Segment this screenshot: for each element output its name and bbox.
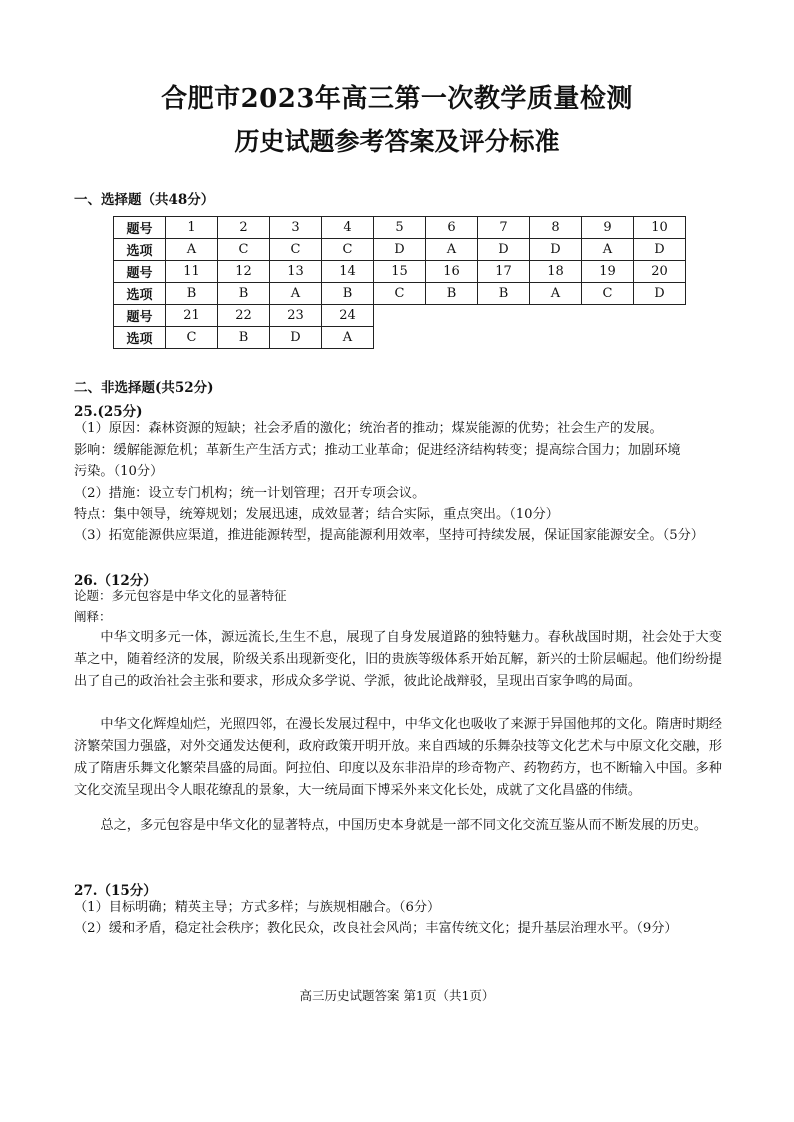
q25-line-3: 污染。（10分） bbox=[74, 464, 164, 479]
answer-table-row bbox=[114, 217, 686, 239]
answer-table-empty-cell bbox=[582, 305, 634, 327]
q26-explain-label: 阐释： bbox=[74, 609, 112, 624]
answer-table-cell: D bbox=[634, 239, 686, 261]
answer-table-cell: B bbox=[218, 327, 270, 349]
section-choice-heading: 一、选择题（共48分） bbox=[74, 192, 215, 208]
answer-table-cell: B bbox=[426, 283, 478, 305]
q26-paragraph-2: 中华文化辉煌灿烂，光照四邻，在漫长发展过程中，中华文化也吸收了来源于异国他邦的文化。隋唐时期经济繁荣国力强盛，对外交通发达便利，政府政策开明开放。来自西域的乐舞杂技等文化艺术与中原文化交融，形成了隋唐乐舞文化繁荣昌盛的局面。阿拉伯、印度以及东非沿岸的珍奇物产、药物药方，也不断输入中国。多种文化交流呈现出令人眼花缭乱的景象，大一统局面下博采外来文化长处，成就了文化昌盛的伟绩。 bbox=[74, 717, 722, 798]
answer-table-cell: A bbox=[166, 239, 218, 261]
answer-table-row-label: 选项 bbox=[114, 327, 166, 349]
answer-key-table bbox=[113, 216, 686, 349]
answer-table-cell: C bbox=[270, 239, 322, 261]
answer-table-empty-cell bbox=[530, 305, 582, 327]
answer-table-cell: 14 bbox=[322, 261, 374, 283]
answer-table-cell: 12 bbox=[218, 261, 270, 283]
q25-line-5: 特点：集中领导，统筹规划；发展迅速，成效显著；结合实际，重点突出。（10分） bbox=[74, 507, 559, 522]
answer-table-empty-cell bbox=[374, 305, 426, 327]
answer-table-cell: 2 bbox=[218, 217, 270, 239]
answer-table-empty-cell bbox=[426, 327, 478, 349]
answer-table-cell: D bbox=[478, 239, 530, 261]
q26-paragraph-1: 中华文明多元一体，源远流长,生生不息，展现了自身发展道路的独特魅力。春秋战国时期，社会处于大变革之中，随着经济的发展，阶级关系出现新变化，旧的贵族等级体系开始瓦解，新兴的士阶层崛起。他们纷纷提出了自己的政治社会主张和要求，形成众多学说、学派，彼此论战辩驳，呈现出百家争鸣的局面。 bbox=[74, 630, 722, 689]
answer-table-cell: 10 bbox=[634, 217, 686, 239]
answer-table-cell: A bbox=[530, 283, 582, 305]
answer-table-cell: A bbox=[426, 239, 478, 261]
q27-line-2: （2）缓和矛盾，稳定社会秩序；教化民众，改良社会风尚；丰富传统文化；提升基层治理水平。（9分） bbox=[74, 921, 678, 936]
page-subtitle: 历史试题参考答案及评分标准 bbox=[234, 127, 560, 156]
answer-table-cell: 20 bbox=[634, 261, 686, 283]
answer-table-cell: 4 bbox=[322, 217, 374, 239]
answer-table-row bbox=[114, 305, 686, 327]
q25-heading: 25.(25分) bbox=[74, 404, 143, 420]
answer-table-cell: 17 bbox=[478, 261, 530, 283]
answer-table-row-label: 选项 bbox=[114, 283, 166, 305]
answer-table-empty-cell bbox=[426, 305, 478, 327]
q26-paragraph-3: 总之，多元包容是中华文化的显著特点，中国历史本身就是一部不同文化交流互鉴从而不断发展的历史。 bbox=[100, 818, 708, 833]
answer-table-cell: 15 bbox=[374, 261, 426, 283]
q27-line-1: （1）目标明确；精英主导；方式多样；与族规相融合。（6分） bbox=[74, 900, 441, 915]
answer-table-cell: 24 bbox=[322, 305, 374, 327]
answer-table-row-label: 选项 bbox=[114, 239, 166, 261]
answer-table-cell: 6 bbox=[426, 217, 478, 239]
answer-table-cell: 23 bbox=[270, 305, 322, 327]
answer-table-row bbox=[114, 261, 686, 283]
answer-table-row-label: 题号 bbox=[114, 305, 166, 327]
answer-table-cell: C bbox=[582, 283, 634, 305]
answer-table-cell: D bbox=[634, 283, 686, 305]
answer-table-empty-cell bbox=[634, 327, 686, 349]
answer-table-cell: B bbox=[322, 283, 374, 305]
answer-table-cell: A bbox=[270, 283, 322, 305]
answer-table-cell: D bbox=[530, 239, 582, 261]
answer-table-empty-cell bbox=[634, 305, 686, 327]
answer-table-empty-cell bbox=[478, 327, 530, 349]
answer-table-empty-cell bbox=[374, 327, 426, 349]
answer-table-row-label: 题号 bbox=[114, 217, 166, 239]
answer-table-cell: B bbox=[478, 283, 530, 305]
answer-table-cell: C bbox=[374, 283, 426, 305]
q27-heading: 27.（15分） bbox=[74, 883, 157, 899]
answer-table-cell: B bbox=[166, 283, 218, 305]
q25-line-2: 影响：缓解能源危机；革新生产生活方式；推动工业革命；促进经济结构转变；提高综合国力；加剧环境 bbox=[74, 443, 681, 458]
answer-table-empty-cell bbox=[582, 327, 634, 349]
q25-line-4: （2）措施：设立专门机构；统一计划管理；召开专项会议。 bbox=[74, 486, 426, 501]
answer-table-cell: 5 bbox=[374, 217, 426, 239]
answer-table-cell: 13 bbox=[270, 261, 322, 283]
answer-table-cell: 19 bbox=[582, 261, 634, 283]
q26-thesis: 论题：多元包容是中华文化的显著特征 bbox=[74, 588, 287, 603]
q25-line-6: （3）拓宽能源供应渠道，推进能源转型，提高能源利用效率，坚持可持续发展，保证国家能源安全。（5分） bbox=[74, 528, 704, 543]
page-title: 合肥市2023年高三第一次教学质量检测 bbox=[161, 84, 633, 114]
answer-table-cell: A bbox=[322, 327, 374, 349]
answer-table-row bbox=[114, 283, 686, 305]
section-nonchoice-heading: 二、非选择题(共52分) bbox=[74, 380, 214, 396]
answer-table-cell: 1 bbox=[166, 217, 218, 239]
answer-table-cell: 16 bbox=[426, 261, 478, 283]
answer-table-cell: D bbox=[270, 327, 322, 349]
answer-table-cell: 8 bbox=[530, 217, 582, 239]
answer-table-cell: 9 bbox=[582, 217, 634, 239]
answer-table-cell: D bbox=[374, 239, 426, 261]
answer-table-cell: 22 bbox=[218, 305, 270, 327]
page-footer: 高三历史试题答案 第1页（共1页） bbox=[299, 988, 495, 1003]
answer-table-cell: C bbox=[218, 239, 270, 261]
answer-table-cell: B bbox=[218, 283, 270, 305]
answer-table-row bbox=[114, 327, 686, 349]
answer-table-empty-cell bbox=[478, 305, 530, 327]
answer-table-cell: 18 bbox=[530, 261, 582, 283]
answer-table-empty-cell bbox=[530, 327, 582, 349]
answer-table-cell: C bbox=[322, 239, 374, 261]
answer-table-cell: 3 bbox=[270, 217, 322, 239]
q25-line-1: （1）原因：森林资源的短缺；社会矛盾的激化；统治者的推动；煤炭能源的优势；社会生产的发展。 bbox=[74, 421, 663, 436]
answer-table-cell: 11 bbox=[166, 261, 218, 283]
answer-table-cell: A bbox=[582, 239, 634, 261]
answer-table-cell: 7 bbox=[478, 217, 530, 239]
q26-heading: 26.（12分） bbox=[74, 573, 157, 589]
answer-table-cell: C bbox=[166, 327, 218, 349]
answer-table-row bbox=[114, 239, 686, 261]
answer-table-cell: 21 bbox=[166, 305, 218, 327]
answer-table-row-label: 题号 bbox=[114, 261, 166, 283]
